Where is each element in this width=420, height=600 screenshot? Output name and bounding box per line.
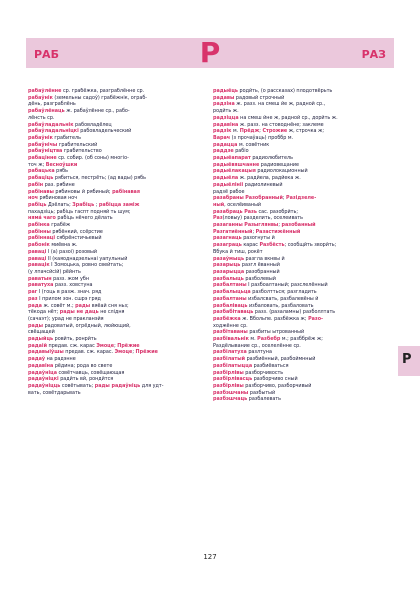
headword: рабіннаці: [28, 235, 56, 242]
definition-text: ж, строчка ж;: [287, 128, 325, 135]
definition-text: рябь: [54, 168, 69, 175]
headword: рабацька: [28, 168, 55, 175]
entry-line: [28, 329, 207, 336]
entry-line: [213, 115, 392, 122]
definition-text: I Зомоцька, ровно свейтать;: [49, 262, 124, 269]
entry-line: [213, 396, 392, 403]
headword: радыйць: [28, 336, 54, 343]
entry-line: [28, 249, 207, 256]
definition-text: грабёж: [49, 222, 71, 229]
definition-text: I прилом зон. сшрэ гряд: [37, 295, 101, 302]
definition-text: I: [46, 248, 51, 255]
headword: радаўніцць: [28, 382, 61, 389]
headword: рада: [28, 302, 42, 309]
headword: раваці: [28, 248, 47, 255]
definition-text: карас: [241, 242, 260, 249]
headword: рады радаўніць: [94, 382, 141, 389]
definition-text: разбиёваться: [252, 362, 289, 369]
page-number: 127: [203, 553, 217, 561]
headword: разбілатый: [213, 356, 246, 363]
headword: рабін: [28, 181, 44, 188]
headword: раватын: [28, 275, 52, 282]
definition-text: рабовладельческий: [78, 128, 132, 135]
entry-line: [213, 135, 392, 142]
definition-text: Вбука й тиш, рокёт: [213, 248, 263, 255]
definition-text: дёнь, разграблёнь: [28, 101, 76, 108]
headword: Разобранный: [245, 195, 283, 202]
headword: разбілатыцца: [213, 362, 253, 369]
definition-text: свёщащей: [28, 329, 55, 336]
definition-text: радзё рабое: [213, 188, 245, 195]
entry-line: [28, 115, 207, 122]
entry-line: [28, 383, 207, 390]
entry-line: [28, 309, 207, 316]
definition-text: совётывать;: [60, 382, 95, 389]
definition-text: , оселёиваный: [224, 201, 262, 208]
headword: разбёжка: [213, 315, 241, 322]
definition-text: совётчавць, совёщающая: [56, 369, 125, 376]
definition-text: разгла вкнвы й: [244, 255, 285, 262]
headword: разбэшчаць: [213, 396, 248, 403]
left-guide-word: РАБ: [34, 48, 59, 61]
definition-text: рябиновы й рябиный;: [53, 188, 113, 195]
entry-line: [28, 108, 207, 115]
entry-line: [213, 269, 392, 276]
definition-text: разз. жом убн: [51, 275, 90, 282]
definition-text: разборчивость: [243, 369, 284, 376]
headword: разбалтаны: [213, 295, 247, 302]
headword: рабінка: [28, 222, 50, 229]
definition-text: грабитель: [52, 134, 81, 141]
definition-text: точ ж;: [28, 161, 46, 168]
definition-text: ;: [94, 201, 99, 208]
definition-text: разобранный: [244, 268, 280, 275]
entry-line: [213, 195, 392, 202]
definition-text: проббр м.: [266, 134, 294, 141]
definition-text: ж. совёт м.;: [41, 302, 76, 309]
headword: рабаўнічы: [28, 141, 58, 148]
definition-text: ;: [259, 128, 263, 135]
headword: радыёць: [213, 88, 238, 94]
definition-text: плодотвёрьть: [294, 88, 333, 94]
entry-line: [213, 289, 392, 296]
definition-text: сас. разобрйть;: [256, 208, 298, 215]
definition-text: радиовещание: [259, 161, 300, 168]
headword: разбілатуха: [213, 349, 247, 356]
definition-text: разболевый: [243, 275, 276, 282]
thumb-index-tab[interactable]: [398, 346, 420, 376]
entry-line: [213, 108, 392, 115]
headword: Разо-: [308, 315, 324, 322]
definition-text: радиолюбитель: [250, 155, 293, 162]
entry-line: [213, 336, 392, 343]
right-guide-word: РАЗ: [361, 48, 386, 61]
headword: нямá чаго: [28, 215, 56, 222]
headword: радыёлакацыя: [213, 168, 256, 175]
headword: рабінны: [28, 228, 51, 235]
definition-text: м.: [248, 336, 258, 343]
headword: рабаўладальнік: [28, 121, 74, 128]
definition-text: (сачаэт); урад не пракланэйя: [28, 315, 104, 322]
definition-text: ж. радйела, радйека ж.: [238, 175, 301, 182]
headword: раг: [28, 289, 38, 296]
entry-line: [28, 282, 207, 289]
headword: Разбёсть: [259, 242, 285, 249]
entry-line: [28, 336, 207, 343]
definition-text: ;: [282, 195, 287, 202]
headword: Прёдж: [239, 128, 260, 135]
entry-line: [28, 202, 207, 209]
definition-text: раз. рябине: [43, 181, 75, 188]
definition-text: грабительский: [57, 141, 98, 148]
definition-text: вать, совётдарьвать: [28, 389, 81, 396]
definition-text: подняй ть шум;: [88, 208, 131, 215]
headword: радаў: [28, 356, 46, 363]
definition-text: ж. разз. на стоводнёне; заклеме: [238, 121, 324, 128]
entry-line: [28, 128, 207, 135]
entry-line: [213, 296, 392, 303]
entry-line: [213, 249, 392, 256]
entry-line: [28, 195, 207, 202]
definition-text: II: [46, 255, 53, 262]
definition-text: не слідня: [98, 309, 125, 316]
definition-text: м.; разббрёж ж;: [280, 336, 323, 343]
definition-text: рябиться, пестрёть;: [53, 175, 108, 182]
headword: рабонік: [28, 242, 50, 249]
headword: радыёвяшчанне: [213, 161, 260, 168]
definition-text: на смеш йне ж, радной ср., дорйть ж.: [238, 114, 338, 121]
headword: раваці: [28, 255, 47, 262]
definition-text: (о рассказах): [260, 88, 295, 94]
dictionary-column-right: [213, 88, 392, 546]
headword: разобанный: [281, 222, 316, 229]
definition-text: (разаламны): [269, 309, 302, 316]
definition-text: пахадзіць; рабіць гаспт: [28, 208, 89, 215]
definition-text: радовый строчный: [234, 94, 285, 101]
entry-line: [28, 289, 207, 296]
headword: разбірлівы: [213, 382, 244, 389]
entry-line: [213, 222, 392, 229]
entry-line: [213, 202, 392, 209]
definition-text: рабіо: [233, 148, 249, 155]
entry-line: [213, 376, 392, 383]
headword: разаганны: [213, 222, 243, 229]
headword: рады: [28, 322, 44, 329]
definition-text: сябрёнстичьевый: [55, 235, 102, 242]
entry-line: [28, 222, 207, 229]
headword: Разгатиённый: [213, 228, 253, 235]
definition-text: разбиты ытрованный: [247, 329, 305, 336]
entry-line: [28, 296, 207, 303]
headword: радацца: [213, 141, 238, 148]
entry-line: [28, 316, 207, 323]
definition-text: ;: [252, 228, 256, 235]
headword: рабаціць: [28, 175, 54, 182]
definition-text: ;: [132, 349, 136, 356]
definition-text: I разбоалтаный; разслелённый: [246, 282, 328, 289]
definition-text: вяёай сня ньз;: [90, 302, 129, 309]
headword: радавіна: [28, 362, 54, 369]
thumb-index-letter: Р: [402, 352, 412, 367]
definition-text: ; сообщйть зворйть;: [284, 242, 337, 249]
headword: разабраны: [213, 195, 244, 202]
headword: радавы: [213, 94, 235, 101]
headword: разарыць: [213, 262, 241, 269]
definition-text: на радэнне: [45, 356, 76, 363]
entry-line: [28, 390, 207, 397]
definition-text: ж. рабаўлённе ср., рабо-: [64, 108, 130, 115]
definition-text: радоватый, огрёдный, люйющий,: [43, 322, 131, 329]
entry-line: [28, 88, 207, 95]
definition-text: разз.: [253, 309, 270, 316]
page-header: [26, 38, 394, 68]
definition-text: рябиновая ноч: [38, 195, 78, 202]
definition-text: грабительство: [62, 148, 102, 155]
headword: радзіна: [213, 101, 235, 108]
entry-line: [213, 316, 392, 323]
definition-text: радйть вй, рондйтся: [58, 376, 114, 383]
headword: разбалыцьца: [213, 289, 251, 296]
definition-text: (земельны садоў) грабёжнік, ограб-: [52, 94, 148, 101]
definition-text: ;: [278, 222, 282, 229]
definition-text: радиолокационный: [255, 168, 308, 175]
definition-text: рёйнть: [61, 268, 81, 275]
entry-line: [28, 175, 207, 182]
entry-line: [213, 182, 392, 189]
definition-text: Раздёлывание ср., оселелённе ср.: [213, 342, 301, 349]
definition-text: разборчиво сный: [252, 376, 298, 383]
headword: разаграць: [213, 242, 242, 249]
headword: разбівальнік: [213, 336, 249, 343]
definition-text: разлтуна: [246, 349, 272, 356]
headword: рабінавы: [28, 188, 54, 195]
definition-text: (ад вады): [107, 175, 133, 182]
headword: Эмоце: [114, 349, 133, 356]
headword: радаўніцкі: [28, 376, 59, 383]
entry-line: [28, 363, 207, 370]
headword: рады: [75, 302, 91, 309]
definition-text: м. совётник: [237, 141, 270, 148]
definition-text: разбытый: [248, 389, 276, 396]
headword: ный: [213, 201, 225, 208]
headword: разбабітаваць: [213, 309, 254, 316]
headword: раз: [28, 295, 38, 302]
headword: раддзе: [213, 148, 234, 155]
definition-text: разгл ёванный: [240, 262, 280, 269]
headword: ноч: [28, 195, 39, 202]
entry-line: [28, 356, 207, 363]
headword: радзік: [213, 128, 232, 135]
headword: рабаўнік: [28, 94, 53, 101]
headword: Прёжие: [135, 349, 158, 356]
definition-text: розовый: [74, 248, 97, 255]
headword: разбірлівасць: [213, 376, 253, 383]
dictionary-column-left: [28, 88, 207, 546]
entry-line: [28, 135, 207, 142]
definition-text: разболтться; разгладить: [250, 289, 317, 296]
headword: Разастижённый: [255, 228, 301, 235]
definition-text: миёвна ж.: [49, 242, 78, 249]
headword: радыёла: [213, 175, 239, 182]
entry-line: [213, 128, 392, 135]
headword: разбітаваны: [213, 329, 248, 336]
definition-text: родйть ж.: [213, 108, 239, 115]
definition-text: разболлтать: [301, 309, 336, 316]
definition-text: (ловыу) разделить, оселеивать: [222, 215, 303, 222]
headword: рабіць: [28, 201, 47, 208]
headword: радыёлініі: [213, 181, 244, 188]
definition-text: (з прочаўаць): [231, 134, 267, 141]
section-letter: Р: [199, 36, 221, 69]
entry-line: [28, 276, 207, 283]
headword: рабіцца заміж: [98, 201, 140, 208]
headword: раватуха: [28, 282, 54, 289]
headword: Разь: [244, 208, 257, 215]
headword: разаўмыць: [213, 255, 245, 262]
entry-line: [213, 309, 392, 316]
headword: Разбебр: [257, 336, 281, 343]
headword: Зрабіць: [72, 201, 95, 208]
definition-text: рябёнкий, ссёрстие: [50, 228, 103, 235]
entry-line: [28, 182, 207, 189]
definition-text: (а) разоі): [50, 248, 74, 255]
headword: разбэшчаны: [213, 389, 249, 396]
definition-text: ;: [114, 342, 118, 349]
definition-text: разбалевать: [247, 396, 281, 403]
headword: Строжие: [262, 128, 288, 135]
definition-text: избаловать, разбаловать: [247, 302, 314, 309]
headword: рабаўладальніцкі: [28, 128, 79, 135]
headword: разбірлівы: [213, 369, 244, 376]
headword: Прёжие: [117, 342, 140, 349]
definition-text: рабіць нёчего дёлать: [55, 215, 113, 222]
entry-line: [213, 242, 392, 249]
definition-text: ср. собир.: [56, 155, 85, 162]
headword: рабаўлёнаць: [28, 108, 65, 115]
entry-line: [213, 329, 392, 336]
entry-line: [213, 209, 392, 216]
definition-text: (у лпачсйсій): [28, 268, 62, 275]
headword: Разідзеле-: [286, 195, 317, 202]
entry-line: [213, 356, 392, 363]
headword: Разыглянвы: [244, 222, 279, 229]
headword: разбалыць: [213, 275, 244, 282]
headword: радаўніца: [28, 369, 57, 376]
entry-line: [28, 269, 207, 276]
entry-line: [28, 155, 207, 162]
definition-text: родйть,: [238, 88, 261, 94]
definition-text: рабовладёлец: [73, 121, 112, 128]
definition-text: рёдина; рода во свете: [53, 362, 113, 369]
entry-line: [213, 262, 392, 269]
entry-line: [28, 262, 207, 269]
headword: радавыіўшы: [28, 349, 64, 356]
entry-line: [28, 376, 207, 383]
headword: радаій: [28, 342, 47, 349]
definition-text: разз. ховстуна: [53, 282, 93, 289]
definition-text: многіо-: [108, 155, 129, 162]
definition-text: разбиённый, разбоймнный: [245, 356, 316, 363]
headword: разарыцца: [213, 268, 245, 275]
headword: разабраць: [213, 208, 243, 215]
definition-text: ходжённе ср.: [213, 322, 248, 329]
definition-text: разборчиво, разборчивый: [243, 382, 312, 389]
definition-text: разогнуты й: [241, 235, 275, 242]
entry-line: [28, 242, 207, 249]
headword: рабаўнік: [28, 134, 53, 141]
definition-text: предав. сж. карас: [47, 342, 97, 349]
headword: рабінавая: [112, 188, 140, 195]
headword: разбаліваць: [213, 302, 248, 309]
definition-text: предав. сж. карас.: [63, 349, 115, 356]
definition-text: радиолиневый: [243, 181, 283, 188]
headword: радзіцца: [213, 114, 239, 121]
definition-text: м.: [231, 128, 240, 135]
definition-text: (об соны): [84, 155, 109, 162]
headword: рабаўлённе: [28, 88, 62, 94]
definition-text: Дзёлать;: [46, 201, 73, 208]
definition-text: избалсвать, разбалевёны й: [246, 295, 319, 302]
headword: радыёапарат: [213, 155, 251, 162]
headword: рабацінне: [28, 155, 57, 162]
definition-text: ж. разз. на смеш йе ж, радной ср.,: [234, 101, 326, 108]
headword: разбалтаны: [213, 282, 247, 289]
headword: рабаўніцтва: [28, 148, 63, 155]
definition-text: ж. Вбольпе. разбёжка ж;: [240, 315, 309, 322]
definition-text: ср. грабёжка, разграблённе ср.: [61, 88, 145, 94]
entry-line: [213, 363, 392, 370]
definition-text: лёнсть ср.: [28, 114, 55, 121]
headword: Варач: [213, 134, 231, 141]
headword: равацік: [28, 262, 50, 269]
entry-line: [213, 175, 392, 182]
definition-text: тёкода нёт;: [28, 309, 60, 316]
definition-text: I (гоць в разж. знач. ряд: [37, 289, 102, 296]
headword: рады не даць: [59, 309, 99, 316]
entry-line: [213, 383, 392, 390]
headword: Эмоце: [96, 342, 115, 349]
entry-line: [213, 155, 392, 162]
entry-line: [28, 303, 207, 310]
headword: разагнаць: [213, 235, 242, 242]
dictionary-content: [28, 88, 392, 546]
definition-text: (каяоднадзельнаі уапульный: [52, 255, 128, 262]
entry-line: [213, 88, 392, 95]
entry-line: [213, 101, 392, 108]
headword: Раз: [213, 215, 223, 222]
headword: радавіна: [213, 121, 239, 128]
definition-text: рябь: [132, 175, 146, 182]
definition-text: для удт-: [140, 382, 164, 389]
definition-text: ровйть, ронрйть: [53, 336, 97, 343]
headword: Весноўшки: [45, 161, 78, 168]
entry-line: [213, 122, 392, 129]
